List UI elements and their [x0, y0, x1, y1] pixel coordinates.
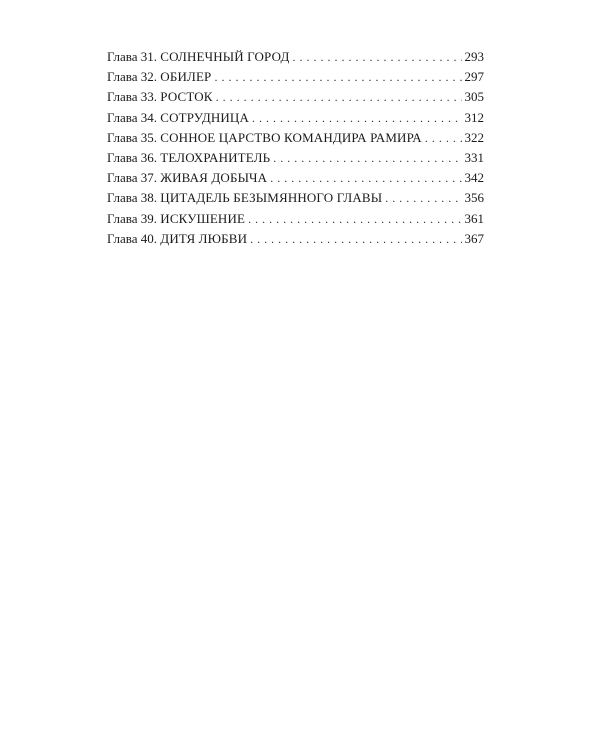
page-number: 305	[464, 89, 484, 105]
dot-leader	[248, 210, 461, 229]
chapter-label: Глава 37.	[107, 170, 158, 186]
chapter-title: ОБИЛЕР	[160, 69, 212, 85]
dot-leader	[252, 109, 461, 128]
toc-entry	[107, 209, 484, 229]
dot-leader	[425, 129, 462, 148]
page-number: 312	[464, 109, 484, 125]
dot-leader	[385, 189, 461, 208]
chapter-label: Глава 39.	[107, 210, 158, 226]
chapter-label: Глава 33.	[107, 89, 158, 105]
chapter-label: Глава 38.	[107, 190, 158, 206]
chapter-title: ДИТЯ ЛЮБВИ	[160, 230, 248, 246]
page-number: 342	[464, 170, 484, 186]
chapter-title: ИСКУШЕНИЕ	[160, 210, 246, 226]
toc-entry	[107, 108, 484, 128]
chapter-title: ТЕЛОХРАНИТЕЛЬ	[160, 150, 271, 166]
page-number: 331	[464, 150, 484, 166]
toc-entry	[107, 168, 484, 188]
page-number: 361	[464, 210, 484, 226]
toc-entry	[107, 67, 484, 87]
dot-leader	[270, 169, 461, 188]
dot-leader	[293, 48, 462, 67]
toc-entry	[107, 87, 484, 107]
chapter-title: СОННОЕ ЦАРСТВО КОМАНДИРА РАМИРА	[160, 129, 422, 145]
toc-entry	[107, 229, 484, 249]
chapter-label: Глава 32.	[107, 69, 158, 85]
toc-entry	[107, 188, 484, 208]
chapter-label: Глава 31.	[107, 49, 158, 64]
chapter-title: ЖИВАЯ ДОБЫЧА	[160, 170, 268, 186]
toc-entry	[107, 47, 484, 67]
dot-leader	[273, 149, 461, 168]
toc-entry	[107, 148, 484, 168]
chapter-label: Глава 36.	[107, 150, 158, 166]
chapter-label: Глава 40.	[107, 230, 158, 246]
dot-leader	[216, 88, 462, 107]
chapter-title: ЦИТАДЕЛЬ БЕЗЫМЯННОГО ГЛАВЫ	[160, 190, 383, 206]
page-number: 356	[464, 190, 484, 206]
page-number: 293	[464, 49, 484, 64]
chapter-label: Глава 35.	[107, 129, 158, 145]
chapter-title: РОСТОК	[160, 89, 213, 105]
page-number: 322	[464, 129, 484, 145]
table-of-contents	[107, 47, 484, 249]
chapter-label: Глава 34.	[107, 109, 158, 125]
page-number: 297	[464, 69, 484, 85]
dot-leader	[214, 68, 461, 87]
dot-leader	[250, 230, 461, 249]
chapter-title: СОЛНЕЧНЫЙ ГОРОД	[160, 49, 290, 64]
toc-entry	[107, 128, 484, 148]
chapter-title: СОТРУДНИЦА	[160, 109, 250, 125]
page-number: 367	[464, 230, 484, 246]
